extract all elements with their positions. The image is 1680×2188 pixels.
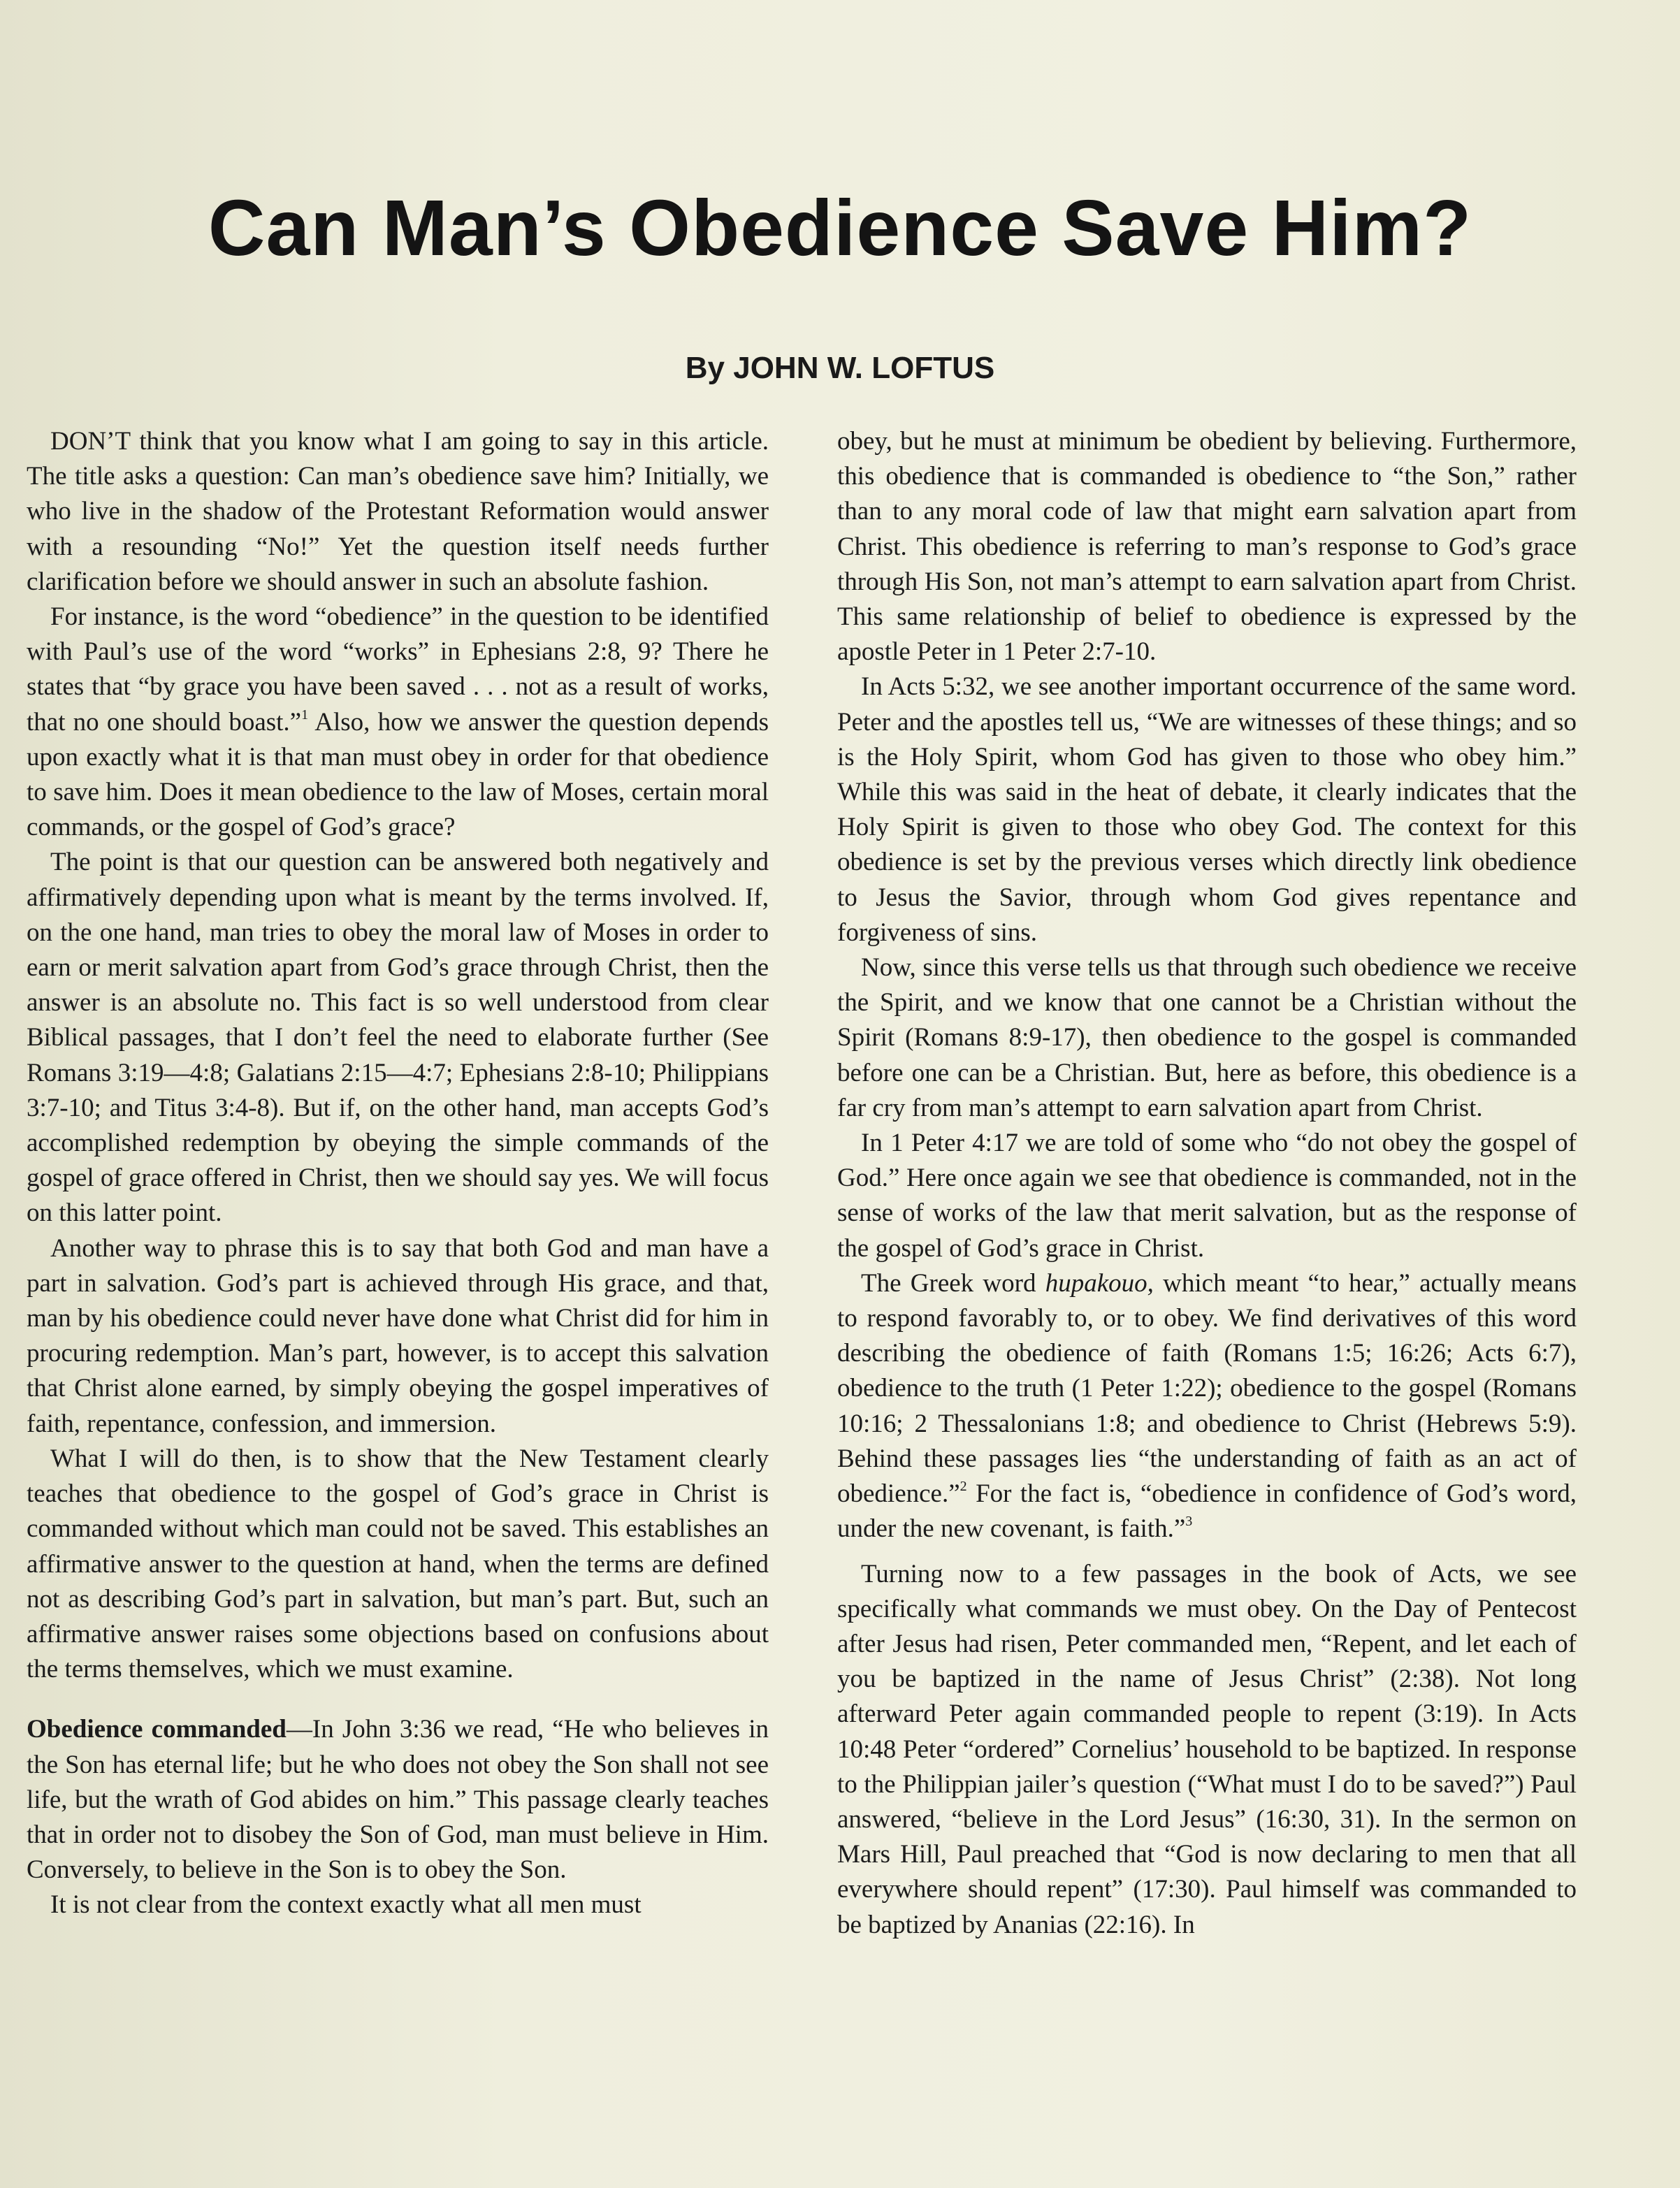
paragraph-1-peter: In 1 Peter 4:17 we are told of some who “do not obey the gospel of God.” Here once again we see that obedience is commanded, not in the sense of works of the law that merit salvation, but as the response of the gospel of God’s grace in Christ. — [837, 1129, 1577, 1263]
paragraph-thesis: What I will do then, is to show that the New Testament clearly teaches that obedience to the gospel of God’s grace in Christ is commanded without which man could not be saved. This establishes an affirmative answer to the question at hand, when the terms are defined not as describing God’s part in salvation, but man’s part. But, such an affirmative answer raises some objections based on confusions about the terms themselves, which we must examine. — [27, 1444, 769, 1684]
right-column — [837, 424, 1577, 1943]
paragraph-text: Also, how we answer the question depends upon exactly what it is that man must obey in order for that obedience to save him. Does it mean obedience to the law of Moses, certain moral commands, or the gospel of God’s grace? — [27, 707, 769, 842]
paragraph-acts-5: In Acts 5:32, we see another important occurrence of the same word. Peter and the apostles tell us, “We are witnesses of these things; and so is the Holy Spirit, whom God has given to those who obey him.” While this was said in the heat of debate, it clearly indicates that the Holy Spirit is given to those who obey God. The context for this obedience is set by the previous verses which directly link obedience to Jesus the Savior, through whom God gives repentance and forgiveness of sins. — [837, 672, 1577, 947]
greek-word: hupakouo, — [1045, 1268, 1154, 1298]
paragraph-continuation: obey, but he must at minimum be obedient by believing. Furthermore, this obedience that is commanded is obedience to “the Son,” rather than to any moral code of law that might earn salvation apart from Christ. This obedience is referring to man’s response to God’s grace through His Son, not man’s attempt to earn salvation apart from Christ. This same relationship of belief to obedience is expressed by the apostle Peter in 1 Peter 2:7-10. — [837, 427, 1577, 667]
paragraph-works-question — [27, 600, 769, 845]
section-subheading: Obedience commanded — [27, 1715, 287, 1744]
paragraph-answer-terms: The point is that our question can be answered both negatively and affirmatively depending upon what is meant by the terms involved. If, on the one hand, man tries to obey the moral law of Moses in order to earn or merit salvation apart from God’s grace through Christ, then the answer is an absolute no. This fact is so well understood from clear Biblical passages, that I don’t feel the need to elaborate further (See Romans 3:19—4:8; Galatians 2:15—4:7; Ephesians 2:8-10; Philippians 3:7-10; and Titus 3:4-8). But if, on the other hand, man accepts God’s accomplished redemption by obeying the simple commands of the gospel of grace offered in Christ, then we should say yes. We will focus on this latter point. — [27, 848, 769, 1228]
paragraph-spirit: Now, since this verse tells us that through such obedience we receive the Spirit, and we know that one cannot be a Christian without the Spirit (Romans 8:9-17), then obedience to the gospel is commanded before one can be a Christian. But, here as before, this obedience is a far cry from man’s attempt to earn salvation apart from Christ. — [837, 953, 1577, 1122]
paragraph-acts-commands: Turning now to a few passages in the book of Acts, we see specifically what commands we must obey. On the Day of Pentecost after Jesus had risen, Peter commanded men, “Repent, and let each of you be baptized in the name of Jesus Christ” (2:38). Not long afterward Peter again commanded people to repent (3:19). In Acts 10:48 Peter “ordered” Cornelius’ household to be baptized. In response to the Philippian jailer’s question (“What must I do to be saved?”) Paul answered, “believe in the Lord Jesus” (16:30, 31). In the sermon on Mars Hill, Paul preached that “God is now declaring to men that all everywhere should repent” (17:30). Paul himself was commanded to be baptized by Ananias (22:16). In — [837, 1559, 1577, 1939]
left-column — [27, 424, 769, 1923]
paragraph-text: which meant “to hear,” actually means to respond favorably to, or to obey. We find derivatives of this word describing the obedience of faith (Romans 1:5; 16:26; Acts 6:7), obedience to the truth (1 Peter 1:22); obedience to the gospel (Romans 10:16; 2 Thessalonians 1:8; and obedience to Christ (Hebrews 5:9). Behind these passages lies “the understanding of faith as an act of obedience.” — [837, 1268, 1577, 1509]
paragraph-intro: DON’T think that you know what I am going to say in this article. The title asks a question: Can man’s obedience save him? Initially, we who live in the shadow of the Protestant Reformation would answer with a resounding “No!” Yet the question itself needs further clarification before we should answer in such an absolute fashion. — [27, 427, 769, 596]
footnote-marker: 1 — [301, 707, 309, 723]
paragraph-god-and-man: Another way to phrase this is to say that both God and man have a part in salvation. God’s part is achieved through His grace, and that, man by his obedience could never have done what Christ did for him in procuring redemption. Man’s part, however, is to accept this salvation that Christ alone earned, by simply obeying the gospel imperatives of faith, repentance, confession, and immersion. — [27, 1233, 769, 1438]
article-title: Can Man’s Obedience Save Him? — [208, 184, 1472, 272]
paragraph-hupakouo — [837, 1266, 1577, 1547]
footnote-marker: 3 — [1185, 1514, 1193, 1530]
article-byline: By JOHN W. LOFTUS — [685, 351, 995, 385]
paragraph-text: For instance, is the word “obedience” in the question to be identified with Paul’s use of the word “works” in Ephesians 2:8, 9? There he states that “by grace you have been saved . . . not as a result of works, that no one should boast.” — [27, 602, 769, 737]
paragraph-text: For the fact is, “obedience in confidence of God’s word, under the new covenant, is faith.” — [837, 1479, 1577, 1544]
paragraph-text: —In John 3:36 we read, “He who believes in the Son has eternal life; but he who does not obey the Son shall not see life, but the wrath of God abides on him.” This passage clearly teaches that in order not to disobey the Son of God, man must believe in Him. Conversely, to believe in the Son is to obey the Son. — [27, 1715, 769, 1885]
paragraph-obedience-commanded — [27, 1712, 769, 1888]
paragraph-text: The Greek word — [861, 1268, 1045, 1298]
paragraph-continued: It is not clear from the context exactly what all men must — [50, 1890, 642, 1920]
footnote-marker: 2 — [960, 1479, 967, 1495]
